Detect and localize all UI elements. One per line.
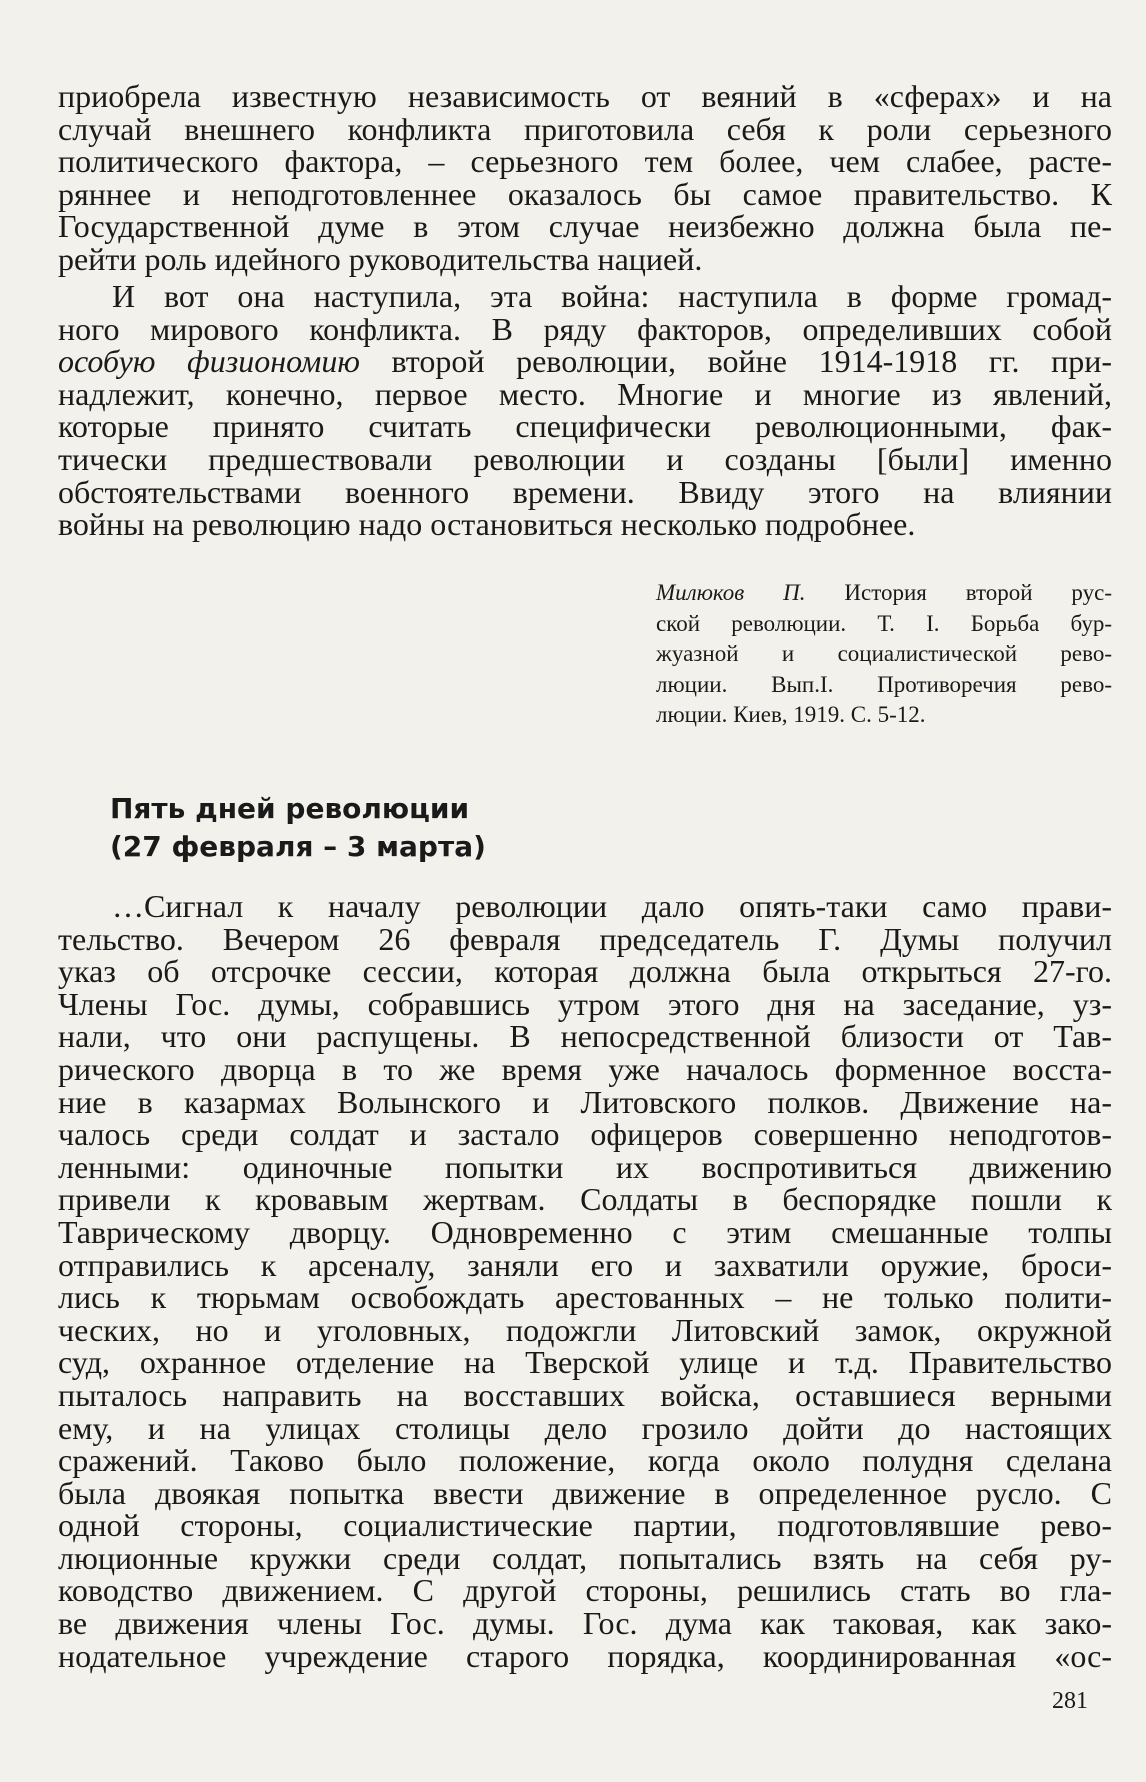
page-number: 281 [1052,1688,1088,1714]
text-line: отправились к арсеналу, заняли его и захватили оружие, броси- [58,1246,1112,1283]
text-line: случай внешнего конфликта приготовила себя к роли серьезного [58,110,1112,147]
text-line: политического фактора, – серьезного тем более, чем слабее, расте- [58,143,1112,180]
text-line: ние в казармах Волынского и Литовского полков. Движение на- [58,1083,1112,1120]
paragraph-2 [58,280,1112,541]
text-line: войны на революцию надо остановиться несколько подробнее. [58,506,916,543]
paragraph-1 [58,80,1112,276]
text-line: Члены Гос. думы, собравшись утром этого дня на заседание, уз- [58,985,1112,1022]
text-line: тельство. Вечером 26 февраля председатель Г. Думы получил [58,920,1112,957]
section-heading [110,790,486,866]
text-fragment: второй революции, войне 1914-1918 гг. при- [359,343,1112,380]
text-line: была двоякая попытка ввести движение в определенное русло. С [58,1474,1112,1511]
text-line: Таврическому дворцу. Одновременно с этим смешанные толпы [58,1213,1112,1250]
text-line: лись к тюрьмам освобождать арестованных – не только полити- [58,1279,1112,1316]
citation-line: ской революции. Т. I. Борьба бур- [656,610,1112,636]
text-line: тически предшествовали революции и созданы [были] именно [58,440,1112,477]
text-line: нодательное учреждение старого порядка, координированная «ос- [58,1637,1112,1674]
text-line: пыталось направить на восставших войска, оставшиеся верными [58,1376,1112,1413]
text-line: которые принято считать специфически революционными, фак- [58,408,1112,445]
text-line: ряннее и неподготовленнее оказалось бы самое правительство. К [58,175,1112,212]
source-citation [656,578,1112,731]
text-line: суд, охранное отделение на Тверской улице и т.д. Правительство [58,1344,1112,1381]
citation-line: люции. Киев, 1919. С. 5-12. [656,702,926,727]
text-line: привели к кровавым жертвам. Солдаты в беспорядке пошли к [58,1181,1112,1218]
text-line: ческих, но и уголовных, подожгли Литовский замок, окружной [58,1311,1112,1348]
text-line: ководство движением. С другой стороны, решились стать во гла- [58,1572,1112,1609]
text-line: нали, что они распущены. В непосредственной близости от Тав- [58,1018,1112,1055]
text-line: надлежит, конечно, первое место. Многие и многие из явлений, [58,375,1112,412]
citation-line: люции. Вып.I. Противоречия рево- [656,671,1112,697]
text-line: рейти роль идейного руководительства нацией. [58,240,703,277]
text-line: обстоятельствами военного времени. Ввиду этого на влиянии [58,473,1112,510]
text-line: …Сигнал к началу революции дало опять-таки само прави- [112,888,1112,924]
text-fragment: История второй рус- [805,580,1112,605]
text-line: чалось среди солдат и застало офицеров совершенно неподготов- [58,1116,1112,1153]
text-line: приобрела известную независимость от веяний в «сферах» и на [58,78,1112,114]
text-line-mixed [58,345,1112,378]
text-line: И вот она наступила, эта война: наступила в форме громад- [112,278,1112,314]
text-line: Государственной думе в этом случае неизбежно должна была пе- [58,208,1112,245]
text-line: сражений. Таково было положение, когда около полудня сделана [58,1442,1112,1479]
text-line: люционные кружки среди солдат, попытались взять на себя ру- [58,1539,1112,1576]
italic-phrase: особую физиономию [58,343,360,380]
text-line: одной стороны, социалистические партии, подготовлявшие рево- [58,1507,1112,1544]
citation-line [656,578,1112,609]
heading-line: Пять дней революции [110,792,470,825]
paragraph-3 [58,890,1112,1672]
citation-line: жуазной и социалистической рево- [656,641,1112,666]
text-line: ленными: одиночные попытки их воспротивиться движению [58,1148,1112,1185]
text-line: ве движения члены Гос. думы. Гос. дума как таковая, как зако- [58,1605,1112,1642]
text-line: рического дворца в то же время уже началось форменное восста- [58,1050,1112,1087]
heading-line: (27 февраля – 3 марта) [110,830,486,863]
text-line: указ об отсрочке сессии, которая должна была открыться 27-го. [58,953,1112,990]
text-line: ему, и на улицах столицы дело грозило дойти до настоящих [58,1409,1112,1446]
citation-author: Милюков П. [656,580,806,605]
text-line: ного мирового конфликта. В ряду факторов, определивших собой [58,310,1112,347]
